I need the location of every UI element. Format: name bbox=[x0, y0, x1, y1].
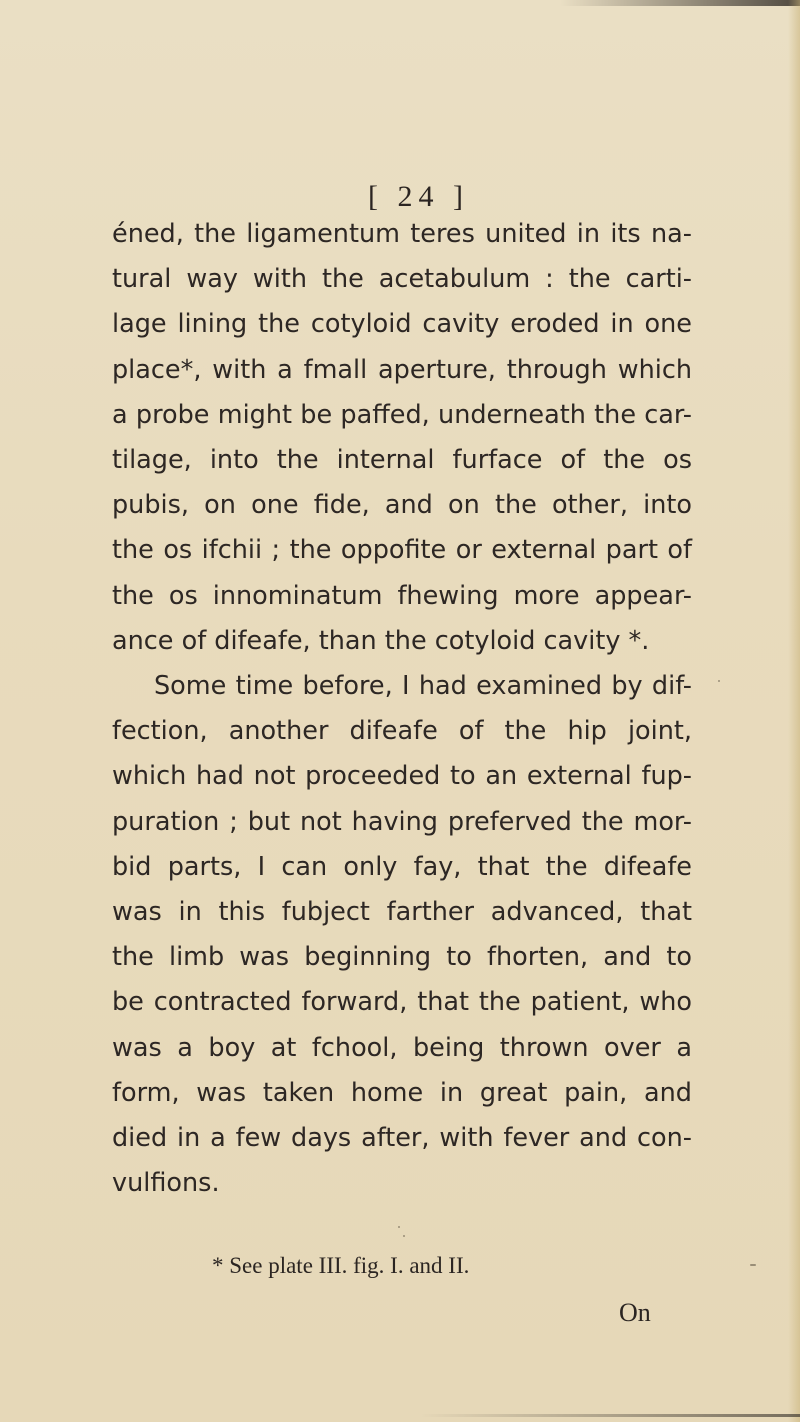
page-edge-shadow-right bbox=[788, 0, 800, 1422]
text-line: tilage, into the internal furface of the os bbox=[112, 445, 692, 476]
page-edge-shadow-top bbox=[560, 0, 800, 6]
page-edge-shadow-bottom bbox=[420, 1414, 800, 1417]
text-line-paragraph-start: Some time before, I had examined by dif- bbox=[154, 671, 692, 702]
text-line: a probe might be paffed, underneath the car- bbox=[112, 399, 692, 430]
text-line: lage lining the cotyloid cavity eroded in one bbox=[112, 309, 692, 340]
ink-speck bbox=[750, 1264, 756, 1266]
text-line: vulfions. bbox=[112, 1168, 220, 1199]
catchword: On bbox=[619, 1298, 651, 1327]
text-line: the limb was beginning to fhorten, and to bbox=[112, 942, 692, 973]
text-line: tural way with the acetabulum : the carti- bbox=[112, 264, 692, 295]
text-line: ance of difeafe, than the cotyloid cavity *. bbox=[112, 625, 650, 656]
text-line: the os innominatum fhewing more appear- bbox=[112, 580, 692, 611]
text-line: was in this fubject farther advanced, that bbox=[112, 897, 692, 928]
text-line: was a boy at fchool, being thrown over a bbox=[112, 1032, 692, 1063]
ink-speck bbox=[398, 1226, 400, 1228]
text-line: place*, with a fmall aperture, through which bbox=[112, 354, 692, 385]
ink-speck bbox=[718, 680, 720, 682]
text-line: which had not proceeded to an external fup- bbox=[112, 761, 692, 792]
text-line: puration ; but not having preferved the mor- bbox=[112, 806, 692, 837]
text-line: bid parts, I can only fay, that the difeafe bbox=[112, 851, 692, 882]
text-line: éned, the ligamentum teres united in its na- bbox=[112, 219, 692, 249]
footnote: * See plate III. fig. I. and II. bbox=[212, 1253, 470, 1278]
body-text bbox=[112, 212, 692, 1206]
ink-speck bbox=[403, 1235, 405, 1237]
page-number-header: [ 24 ] bbox=[368, 180, 469, 213]
text-line: died in a few days after, with fever and con- bbox=[112, 1123, 692, 1154]
text-line: be contracted forward, that the patient, who bbox=[112, 987, 692, 1018]
text-line: form, was taken home in great pain, and bbox=[112, 1077, 692, 1108]
text-line: fection, another difeafe of the hip joint, bbox=[112, 716, 692, 747]
text-line: the os ifchii ; the oppofite or external part of bbox=[112, 535, 692, 566]
text-line: pubis, on one fide, and on the other, into bbox=[112, 490, 692, 521]
